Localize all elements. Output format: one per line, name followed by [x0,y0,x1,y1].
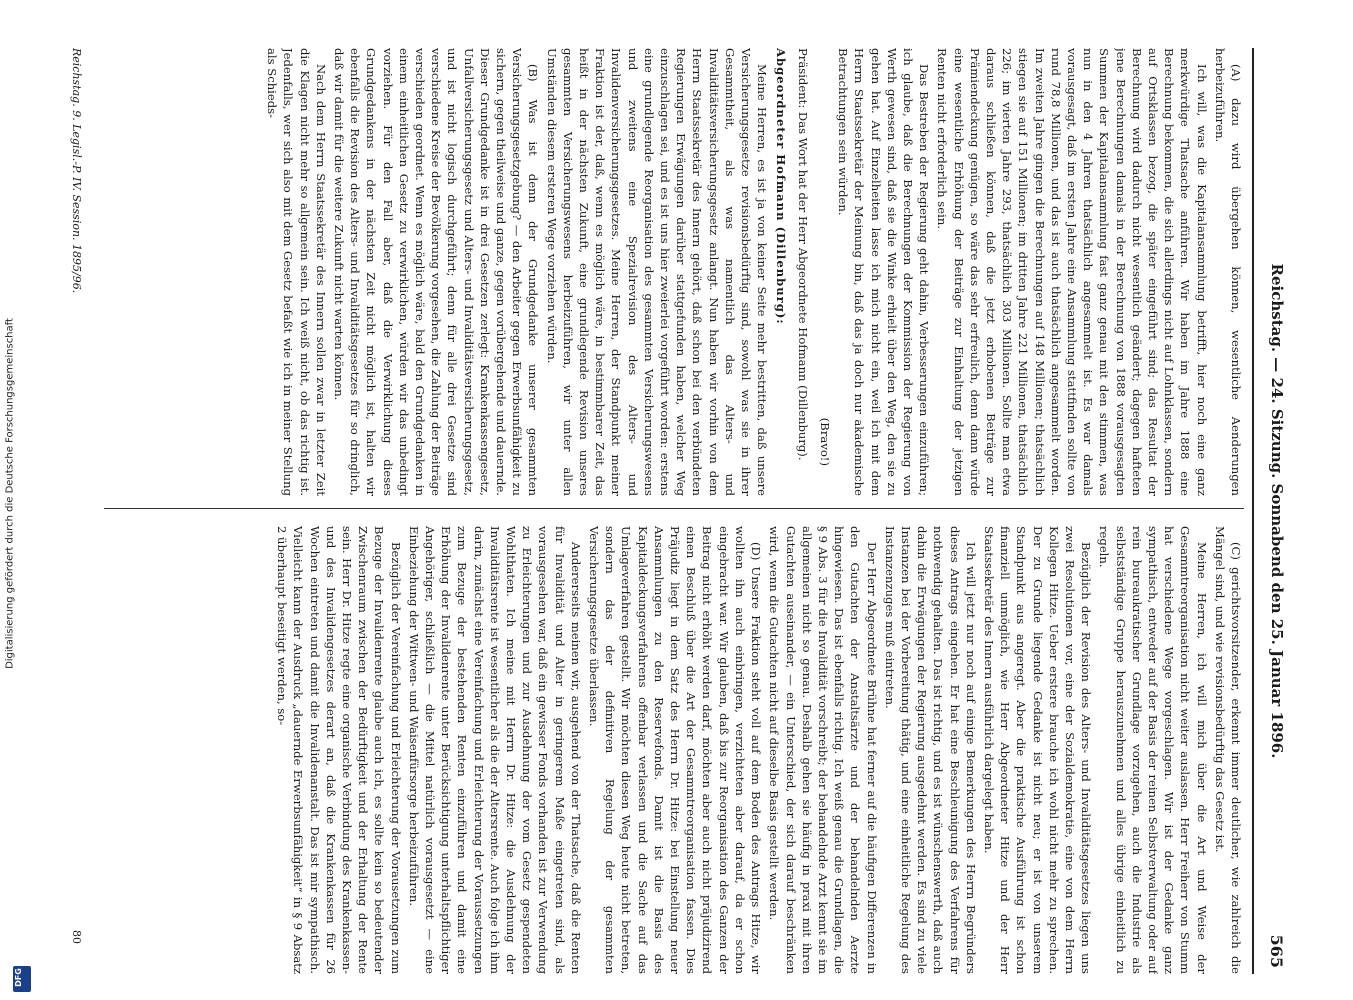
paragraph: Der Herr Abgeordnete Brühne hat ferner auf die häufigen Differenzen in den Gutachten der Anstaltsärzte und der behandelnden Aerzte hingewiesen. Das ist ebenfalls richtig. Ich weiß genau die Grundlagen, die § 9 Abs. 3 für die Invalidität vorschreibt; der behandelnde Arzt kennt sie im allgemeinen nicht so genau. Deshalb gehen sie häufig in praxi mit ihren Gutachten auseinander, — ein Unterschied, der sich darauf beschränken wird, wenn die Gutachten nicht auf dieselbe Basis gestellt werden. [767,526,879,974]
paragraph: Meine Herren, ich will mich über die Art und Weise der Gesammtreorganisation nicht weiter auslassen. Herr Freiherr von Stumm hat verschiedene Wege vorgeschlagen. Wir ist der Gedanke ganz sympathisch, entweder auf der Basis der reinen Selbstverwaltung oder auf rein bureaukratischer Grundlage vorzugehen, auch die Industrie als selbstständige Gruppe herauszunehmen und alles übrige einheitlich zu regeln. [1097,526,1209,974]
speaker-name [772,48,788,496]
paragraph: (A) dazu wird übergehen können, wesentliche Aenderungen herbeizuführen. [1212,48,1243,496]
folio-number: 80 [70,930,83,944]
paragraph: Ich will jetzt nur noch auf einige Bemerkungen des Herrn Begründers dieses Antrags eingehen. Er hat eine Beschleunigung des Verfahrens für nothwendig gehalten. Das ist richtig, und es ist wünschenswerth, daß auch dahin die Erwägungen der Regierung ausgedehnt werden. Es sind zu viele Instanzen bei der Vorbereitung thätig, und eine einheitliche Regelung des Instanzenzuges muß eintreten. [882,526,978,974]
scanned-page [64,38,1294,984]
speaker-label: Abgeordneter Hofmann (Dillenburg): [773,48,788,325]
paragraph: Andererseits meinen wir, ausgehend von der Thatsache, daß die Renten für Invalidität und Alter in geringerem Maße eingetreten sind, als vorausgesehen war, daß ein gewisser Fonds vorhanden ist zur Verwendung zu Erleichterungen und zur Ausdehnung der vom Gesetz gespendeten Wohlthaten. Ich meine mit Herrn Dr. Hitze: die Ausdehnung der Invaliditätsrente ist wesentlicher als die der Altersrente. Auch folge ich ihm darin, zunächst eine Vereinfachung und Erleichterung der Voraussetzungen zum Bezuge der bestehenden Renten einzuführen und damit eine Erhöhung der Invalidenrente unter Berücksichtigung unterhaltspflichtiger Angehöriger, schließlich — die Mittel natürlich vorausgesetzt — eine Einbeziehung der Wittwen- und Waisenfürsorge herbeizuführen. [406,526,583,974]
dfg-logo-label: DFG [13,968,23,987]
paragraph: Meine Herren, es ist ja von keiner Seite mehr bestritten, daß unsere Versicherungsgesetze revisionsbedürftig sind, sowohl was sie in ihrer Gesammtheit, als was namentlich das Alters- und Invaliditätsversicherungsgesetz anlangt. Nun haben wir vorhin von dem Herrn Staatssekretär des Innern gehört, daß schon bei den verbündeten Regierungen Erwägungen darüber stattgefunden haben, welcher Weg einzuschlagen sei, und es ist uns hier zweierlei vorgeführt worden: erstens eine grundlegende Reorganisation des gesammten Versicherungswesens und zweitens eine Spezialrevision des Alters- und Invalidenversicherungsgesetzes. Meine Herren, der Standpunkt meiner Fraktion ist der, daß, wenn es möglich wäre, in bestimmbarer Zeit, das heißt in der nächsten Zukunft, eine grundlegende Revision unseres gesammten Versicherungswesens herbeizuführen, wir unter allen Umständen diesem ersteren Wege vorziehen würden. [544,48,770,496]
left-column [104,48,1244,496]
running-title: Reichstag. — 24. Sitzung. Sonnabend den 25. Januar 1896. [1268,263,1286,759]
session-footer: Reichstag. 9. Legisl.-P. IV. Session. 1895/96. [70,48,83,294]
president-intro: Präsident: Das Wort hat der Herr Abgeordnete Hofmann (Dillenburg). [795,48,810,461]
paragraph: (B) Was ist denn der Grundgedanke unserer gesammten Versicherungsgesetzgebung? — den Arbeiter gegen Erwerbsunfähigkeit zu sichern, gegen theilweise und ganze, gegen vorübergehende und dauernde. Dieser Grundgedanke ist in drei Gesetzen zerlegt: Krankenkassengesetz, Unfallversicherungsgesetz und Alters- und Invaliditätsversicherungsgesetz, und ist nicht logisch durchgeführt; denn für alle drei Gesetze sind verschiedene Kreise der Bevölkerung vorgesehen, die Zahlung der Beiträge verschieden geordnet. Wenn es möglich wäre, bald den Grundgedanken in einem einheitlichen Gesetz zu verwirklichen, würden wir das unbedingt vorziehen. Für den Fall aber, daß die Verwirklichung dieses Grundgedankens in der nächsten Zeit nicht möglich ist, halten wir ebenfalls die Revision des Alters- und Invaliditätsgesetzes für so dringlich, daß wir damit für die weitere Zukunft nicht warten können. [332,48,541,496]
paragraph: Bezüglich der Revision des Alters- und Invaliditätsgesetzes liegen uns zwei Resolutionen vor, eine der Sozialdemokratie, eine von dem Herrn Kollegen Hitze. Ueber erstere brauche ich wohl nicht mehr zu sprechen. Der zu Grunde liegende Gedanke ist nicht neu; er ist von unserem Standpunkt aus angeregt. Aber die praktische Ausführung ist schon finanziell unmöglich, wie Herr Abgeordneter Hitze und der Herr Staatssekretär des Innern ausführlich dargelegt haben. [981,526,1094,974]
credit-text: Digitalisierung gefördert durch die Deutsche Forschungsgemeinschaft [4,318,16,669]
page-content-rotated [64,38,1294,984]
paragraph: (C) gerichtsvorsitzender, erkennt immer deutlicher, wie zahlreich die Mängel sind, und wie revisionsbedürftig das Gesetz ist. [1212,526,1243,974]
applause-note: (Bravo!) [817,417,832,466]
paragraph: Das Bestreben der Regierung geht dahin, Verbesserungen einzuführen; ich glaube, daß die Berechnungen der Kommission der Regierung von Werth gewesen sind, daß sie die Winke erhielt über den Weg, den sie zu gehen hat. Auf Einzelheiten lasse ich mich nicht ein, weil ich mit dem Herrn Staatssekretär der Meinung bin, daß das ja doch nur akademische Betrachtungen sein würden. [836,48,932,496]
right-column [104,526,1244,974]
paragraph: Nach dem Herrn Staatssekretär des Innern sollen zwar in letzter Zeit die Klagen nicht mehr so allgemein sein. Ich weiß nicht, ob das richtig ist. Jedenfalls, wer sich also mit dem Gesetz befaßt wie ich in meiner Stellung als Schieds- [265,48,328,496]
paragraph: Bezüglich der Vereinfachung und Erleichterung der Vorausetzungen zum Bezuge der Invalidenrente glaube auch ich, es sollte kein so bedeutender Zwischenraum zwischen der Bedürftigkeit und der Erhaltung der Rente sein. Herr Dr. Hitze regte eine organische Verbindung des Krankenkassen- und des Invalidengesetzes derart an, daß die Krankenkassen für 26 Wochen eintreten und damit die Invalidenanstalt. Das ist mir sympathisch. Vielleicht kann der Ausdruck „dauernde Erwerbsunfähigkeit“ in § 9 Absatz 2 überhaupt beseitigt werden, so- [275,526,403,974]
page-number: 565 [1267,934,1286,968]
paragraph: Ich will, was die Kapitalansammlung betrifft, hier noch eine ganz merkwürdige Thatsache anführen. Wir haben im Jahre 1888 eine Berechnung bekommen, die sich allerdings nicht auf Lohnklassen, sondern auf Ortsklassen bezog, die später eingeführt sind; das Resultat der Berechnung wird dadurch nicht wesentlich geändert; dagegen hafteten jene Berechnungen damals in der Berechnung von 1888 vorausgesagten Summen der Kapitalansammlung fast ganz genau mit den stimmen, was nun in den 4 Jahren thatsächlich angesammelt ist. Es war damals vorausgesagt, daß im ersten Jahre eine Ansammlung stattfinden sollte von rund 78,8 Millionen, und das ist auch thatsächlich angesammelt worden. Im zweiten Jahre gingen die Berechnungen auf 148 Millionen; thatsächlich stiegen sie auf 151 Millionen; im dritten Jahre 221 Millionen, thatsächlich 226; im vierten Jahre 293, thatsächlich 303 Millionen. Sollte man etwa daraus schließen können, daß die jetzt erhobenen Beiträge zur Prämiendeckung genügen, so wäre das sehr erfreulich, denn dann würde eine wesentliche Erhöhung der Beiträge zur Einhaltung der jetzigen Renten nicht erforderlich sein. [935,48,1209,496]
page-header [1252,48,1294,974]
column-divider [104,508,1244,509]
digitization-credit [4,0,23,1000]
dfg-logo [13,966,31,992]
paragraph: (D) Unsere Fraktion steht voll auf dem Boden des Antrags Hitze, wir wollten ihn auch einbringen, verzichteten aber darauf, da er schon eingebracht war. Wir glauben, daß bis zur Reorganisation des Ganzen der Beitrag nicht erhöht werden darf, möchten aber auch nicht präjudizirend einen Beschluß über die Art der Gesammtreorganisation fassen. Dies Präjudiz liegt in dem Satz des Herrn Dr. Hitze: bei Einstellung neuer Ansammlungen zu den Reservefonds. Damit ist die Basis des Kapitaldeckungsverfahrens offenbar verlassen und die Sache auf das Umlageverfahren gestellt. Wir möchten diesen Weg heute nicht betreten, sondern das der definitiven Regelung der gesammten Versicherungsgesetze überlassen. [587,526,764,974]
